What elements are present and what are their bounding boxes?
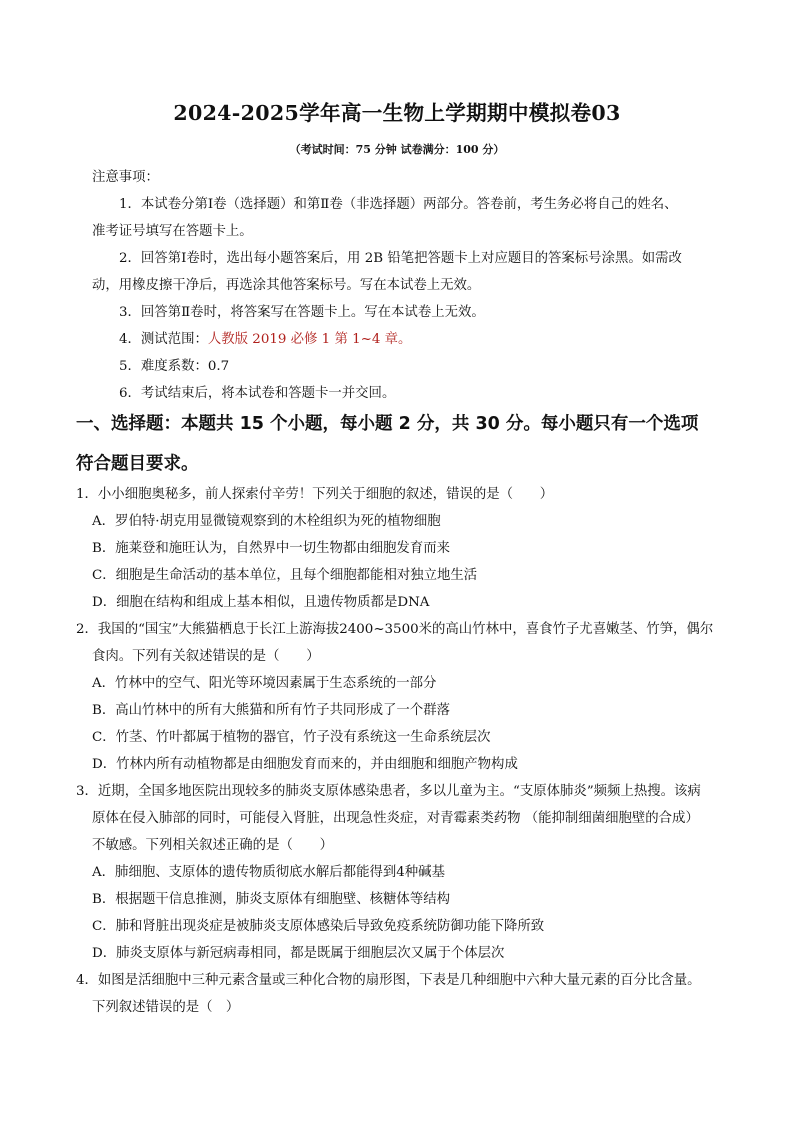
notice-item-6: 6．考试结束后，将本试卷和答题卡一并交回。: [119, 386, 396, 401]
notice-item-4: [119, 326, 411, 353]
question-1-option-a: A．罗伯特·胡克用显微镜观察到的木栓组织为死的植物细胞: [92, 514, 441, 529]
question-3-stem: 3．近期，全国多地医院出现较多的肺炎支原体感染患者，多以儿童为主。“支原体肺炎”频频上热搜。该病: [76, 784, 701, 799]
notice-item-2: 2．回答第Ⅰ卷时，选出每小题答案后，用 2B 铅笔把答题卡上对应题目的答案标号涂黑。如需改: [119, 251, 682, 266]
exam-title: 2024-2025学年高一生物上学期期中模拟卷03: [173, 101, 621, 125]
section-heading-cont: 符合题目要求。: [76, 454, 199, 474]
question-3-stem-cont-2: 不敏感。下列相关叙述正确的是（ ）: [92, 838, 334, 853]
notice-item-5: 5．难度系数：0.7: [119, 359, 230, 374]
question-1-option-c: C．细胞是生命活动的基本单位，且每个细胞都能相对独立地生活: [92, 568, 478, 583]
question-3-option-b: B．根据题干信息推测，肺炎支原体有细胞壁、核糖体等结构: [92, 892, 450, 907]
question-2-option-a: A．竹林中的空气、阳光等环境因素属于生态系统的一部分: [92, 676, 437, 691]
question-2-stem: 2．我国的“国宝”大熊猫栖息于长江上游海拔2400~3500米的高山竹林中，喜食竹子尤喜嫩茎、竹笋，偶尔: [76, 622, 714, 637]
question-3-option-a: A．肺细胞、支原体的遗传物质彻底水解后都能得到4种碱基: [92, 865, 445, 880]
notice-item-3: 3．回答第Ⅱ卷时，将答案写在答题卡上。写在本试卷上无效。: [119, 305, 485, 320]
exam-subtitle: （考试时间：75 分钟 试卷满分：100 分）: [289, 143, 505, 156]
question-3-stem-cont: 原体在侵入肺部的同时，可能侵入肾脏，出现急性炎症，对青霉素类药物 （能抑制细菌细胞壁的合成）: [92, 811, 699, 826]
question-1-option-d: D．细胞在结构和组成上基本相似，且遗传物质都是DNA: [92, 595, 430, 610]
notice-item-2-cont: 动，用橡皮擦干净后，再选涂其他答案标号。写在本试卷上无效。: [92, 278, 481, 293]
question-2-option-b: B．高山竹林中的所有大熊猫和所有竹子共同形成了一个群落: [92, 703, 450, 718]
question-4-stem: 4．如图是活细胞中三种元素含量或三种化合物的扇形图，下表是几种细胞中六种大量元素的百分比含量。: [76, 973, 701, 988]
notice-item-1-cont: 准考证号填写在答题卡上。: [92, 224, 253, 239]
question-4-stem-cont: 下列叙述错误的是（ ）: [92, 1000, 240, 1015]
notice-label: 注意事项：: [92, 170, 159, 185]
question-2-stem-cont: 食肉。下列有关叙述错误的是（ ）: [92, 649, 320, 664]
question-1-stem: 1．小小细胞奥秘多，前人探索付辛劳！下列关于细胞的叙述，错误的是（ ）: [76, 487, 554, 502]
notice-item-4-prefix: 4．测试范围：: [119, 332, 208, 347]
question-2-option-c: C．竹茎、竹叶都属于植物的器官，竹子没有系统这一生命系统层次: [92, 730, 491, 745]
question-2-option-d: D．竹林内所有动植物都是由细胞发育而来的，并由细胞和细胞产物构成: [92, 757, 518, 772]
section-heading: 一、选择题：本题共 15 个小题，每小题 2 分，共 30 分。每小题只有一个选项: [76, 414, 699, 434]
test-range: 人教版 2019 必修 1 第 1~4 章。: [207, 332, 412, 347]
notice-item-1: 1．本试卷分第Ⅰ卷（选择题）和第Ⅱ卷（非选择题）两部分。答卷前，考生务必将自己的姓名、: [119, 197, 678, 212]
question-3-option-c: C．肺和肾脏出现炎症是被肺炎支原体感染后导致免疫系统防御功能下降所致: [92, 919, 545, 934]
question-3-option-d: D．肺炎支原体与新冠病毒相同，都是既属于细胞层次又属于个体层次: [92, 946, 505, 961]
question-1-option-b: B．施莱登和施旺认为，自然界中一切生物都由细胞发育而来: [92, 541, 450, 556]
